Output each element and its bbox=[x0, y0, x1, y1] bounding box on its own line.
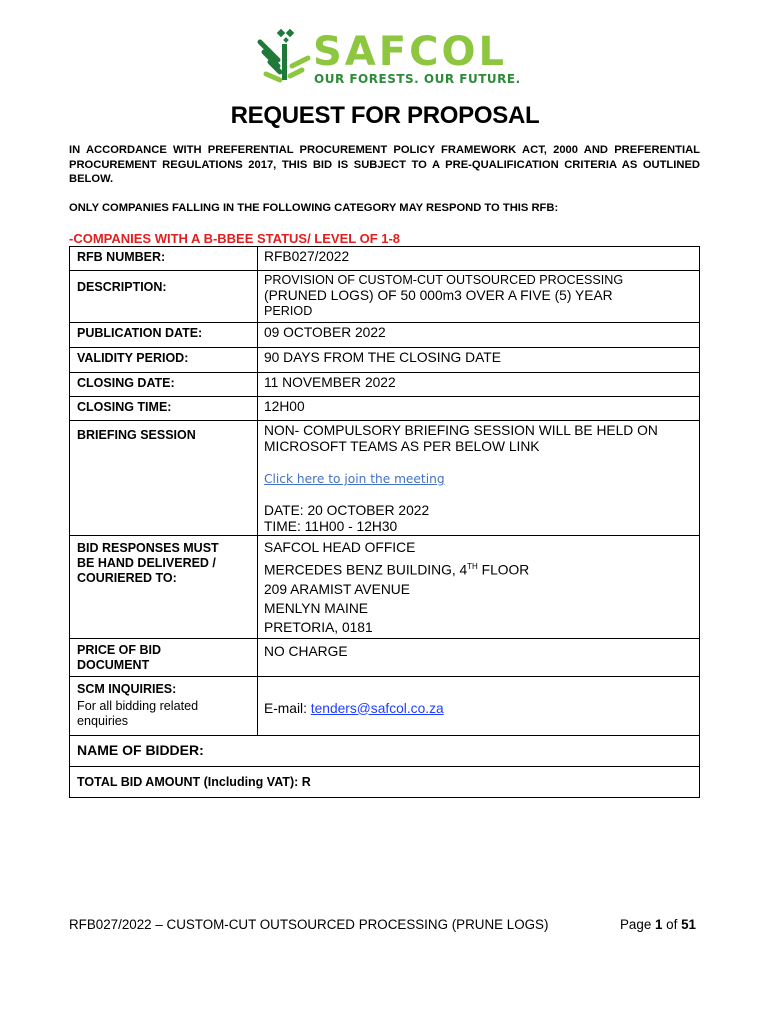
publication-date-label: PUBLICATION DATE: bbox=[70, 323, 258, 348]
logo-tagline: OUR FORESTS. OUR FUTURE. bbox=[314, 72, 521, 86]
logo-name: SAFCOL bbox=[313, 29, 507, 75]
address-line: SAFCOL HEAD OFFICE bbox=[264, 540, 416, 555]
description-line: PROVISION OF CUSTOM-CUT OUTSOURCED PROCESSING bbox=[264, 273, 624, 287]
scm-email bbox=[258, 676, 700, 735]
safcol-logo bbox=[256, 22, 521, 90]
address-line: MENLYN MAINE bbox=[264, 601, 369, 617]
closing-time-value: 12H00 bbox=[258, 397, 700, 421]
price-label-line: PRICE OF BID bbox=[77, 642, 162, 657]
logo-wordmark bbox=[313, 30, 507, 74]
delivery-label-line: COURIERED TO: bbox=[77, 571, 177, 585]
briefing-date: DATE: 20 OCTOBER 2022 bbox=[264, 503, 430, 518]
total-bid-amount: TOTAL BID AMOUNT (Including VAT): R bbox=[70, 766, 700, 797]
email-prefix: E-mail: bbox=[264, 700, 311, 716]
eligibility-statement: ONLY COMPANIES FALLING IN THE FOLLOWING CATEGORY MAY RESPOND TO THIS RFB: bbox=[69, 202, 559, 214]
briefing-time: TIME: 11H00 - 12H30 bbox=[264, 519, 398, 534]
briefing-text-line: MICROSOFT TEAMS AS PER BELOW LINK bbox=[264, 439, 540, 454]
publication-date-value: 09 OCTOBER 2022 bbox=[258, 323, 700, 348]
address-line: MERCEDES BENZ BUILDING, 4TH FLOOR bbox=[264, 562, 530, 578]
briefing-session-value bbox=[258, 421, 700, 536]
price-value: NO CHARGE bbox=[258, 638, 700, 676]
closing-date-value: 11 NOVEMBER 2022 bbox=[258, 373, 700, 397]
table-row bbox=[70, 271, 700, 323]
delivery-label-line: BE HAND DELIVERED / bbox=[77, 556, 216, 570]
table-row bbox=[70, 638, 700, 676]
description-line: (PRUNED LOGS) OF 50 000m3 OVER A FIVE (5) YEAR bbox=[264, 288, 613, 303]
table-row bbox=[70, 247, 700, 271]
table-row bbox=[70, 536, 700, 639]
price-label bbox=[70, 638, 258, 676]
intro-paragraph: IN ACCORDANCE WITH PREFERENTIAL PROCUREMENT POLICY FRAMEWORK ACT, 2000 AND PREFERENTIAL PROCUREMENT REGULATIONS 2017, THIS BID IS SUBJECT TO A PRE-QUALIFICATION CRITERIA AS OUTLINED BELOW. bbox=[69, 144, 700, 185]
delivery-address bbox=[258, 536, 700, 639]
description-label: DESCRIPTION: bbox=[70, 271, 258, 323]
closing-time-label: CLOSING TIME: bbox=[70, 397, 258, 421]
scm-sub-line: For all bidding related bbox=[77, 698, 199, 713]
description-line: PERIOD bbox=[264, 304, 313, 318]
delivery-label-line: BID RESPONSES MUST bbox=[77, 541, 219, 555]
briefing-text-line: NON- COMPULSORY BRIEFING SESSION WILL BE HELD ON bbox=[264, 423, 658, 438]
briefing-session-label: BRIEFING SESSION bbox=[70, 421, 258, 536]
rfb-number-value: RFB027/2022 bbox=[258, 247, 700, 271]
closing-date-label: CLOSING DATE: bbox=[70, 373, 258, 397]
join-meeting-link[interactable]: Click here to join the meeting bbox=[264, 472, 445, 486]
page-title: REQUEST FOR PROPOSAL bbox=[230, 102, 540, 129]
table-row bbox=[70, 373, 700, 397]
table-row bbox=[70, 766, 700, 797]
scm-inquiries-label bbox=[70, 676, 258, 735]
validity-period-label: VALIDITY PERIOD: bbox=[70, 348, 258, 373]
email-link[interactable]: tenders@safcol.co.za bbox=[310, 700, 444, 716]
address-line: 209 ARAMIST AVENUE bbox=[264, 582, 410, 597]
validity-period-value: 90 DAYS FROM THE CLOSING DATE bbox=[258, 348, 700, 373]
tree-emblem-icon bbox=[256, 24, 316, 84]
table-row bbox=[70, 348, 700, 373]
page-number: Page 1 of 51 bbox=[620, 917, 696, 932]
rfb-number-label: RFB NUMBER: bbox=[70, 247, 258, 271]
eligibility-category: -COMPANIES WITH A B-BBEE STATUS/ LEVEL OF 1-8 bbox=[69, 231, 401, 246]
scm-sub-line: enquiries bbox=[77, 713, 129, 728]
table-row bbox=[70, 421, 700, 536]
table-row bbox=[70, 397, 700, 421]
rfb-details-table bbox=[69, 246, 700, 798]
name-of-bidder: NAME OF BIDDER: bbox=[70, 735, 700, 766]
footer-reference: RFB027/2022 – CUSTOM-CUT OUTSOURCED PROCESSING (PRUNE LOGS) bbox=[69, 917, 549, 932]
table-row bbox=[70, 735, 700, 766]
table-row bbox=[70, 676, 700, 735]
description-value bbox=[258, 271, 700, 323]
delivery-label bbox=[70, 536, 258, 639]
address-line: PRETORIA, 0181 bbox=[264, 620, 373, 636]
table-row bbox=[70, 323, 700, 348]
scm-label: SCM INQUIRIES: bbox=[77, 681, 177, 696]
price-label-line: DOCUMENT bbox=[77, 657, 150, 672]
